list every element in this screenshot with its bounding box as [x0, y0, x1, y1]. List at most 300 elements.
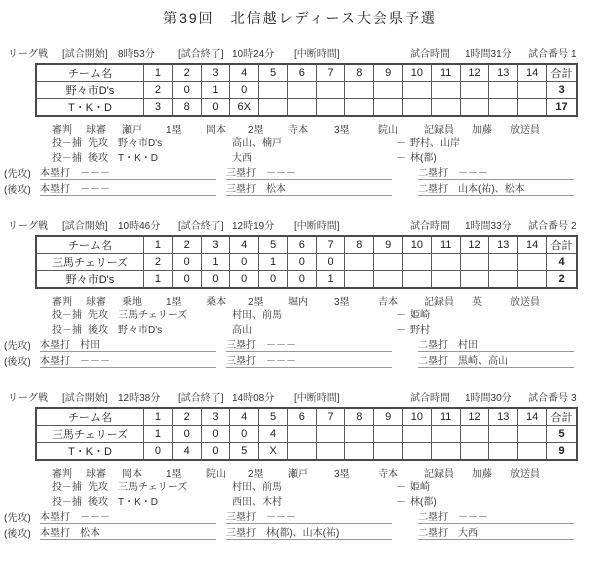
battery-team-name: T・K・D: [118, 497, 158, 508]
end-time: 14時08分: [232, 393, 275, 404]
total-cell: 2: [547, 271, 578, 289]
score-table: [35, 235, 578, 289]
score-header-row: [36, 64, 577, 82]
inning-score-cell: [518, 99, 547, 117]
inning-score-cell: 2: [144, 254, 173, 271]
game-number-value: 1: [571, 49, 577, 60]
game-type-label: リーグ戦: [8, 49, 48, 60]
inning-header: 6: [287, 408, 316, 426]
triple-value: －－－: [266, 340, 296, 351]
scorer-label: 記録員: [424, 297, 454, 308]
team-name-cell: 野々市D's: [36, 271, 144, 289]
inning-header: 13: [489, 64, 518, 82]
total-header: 合計: [547, 64, 578, 82]
inning-header: 10: [403, 64, 432, 82]
home-run-label: 本塁打: [40, 184, 70, 195]
second-base-umpire-name: 瀬戸: [288, 469, 308, 480]
first-attack-label: 先攻: [88, 138, 108, 149]
home-run-label: 本塁打: [40, 512, 70, 523]
end-time: 12時19分: [232, 221, 275, 232]
game-type-label: リーグ戦: [8, 221, 48, 232]
inning-score-cell: [316, 82, 345, 99]
inning-score-cell: X: [259, 443, 288, 461]
battery-catchers: 野村: [410, 325, 430, 336]
announcer-label: 放送員: [510, 297, 540, 308]
plate-umpire-label: 球審: [86, 469, 106, 480]
battery-pitchers: 大西: [232, 153, 252, 164]
inning-score-cell: [489, 82, 518, 99]
inning-header: 7: [316, 236, 345, 254]
inning-score-cell: [287, 82, 316, 99]
game-number-label: 試合番号: [528, 393, 568, 404]
inning-header: 10: [403, 408, 432, 426]
triple-label: 三塁打: [226, 184, 256, 195]
second-attack-paren-label: (後攻): [4, 357, 31, 368]
battery-line-second-attack: [0, 149, 600, 164]
home-run-value: －－－: [80, 184, 110, 195]
home-run-label: 本塁打: [40, 528, 70, 539]
inning-score-cell: 5: [230, 443, 259, 461]
inning-score-cell: 0: [230, 426, 259, 443]
inning-header: 11: [431, 408, 460, 426]
extra-base-hits-second-attack: [0, 524, 600, 540]
officials-line: [0, 465, 600, 478]
score-table: [35, 63, 578, 117]
game-info-line: [0, 389, 600, 403]
inning-header: 5: [259, 408, 288, 426]
inning-header: 6: [287, 64, 316, 82]
games-container: [0, 45, 600, 540]
battery-label: 投－捕: [52, 310, 82, 321]
start-time: 8時53分: [118, 49, 155, 60]
battery-catchers: 野村、山岸: [410, 138, 460, 149]
game-section-3: [0, 389, 600, 540]
start-time: 12時38分: [118, 393, 161, 404]
inning-score-cell: [316, 443, 345, 461]
battery-line-first-attack: [0, 134, 600, 149]
inning-header: 12: [460, 408, 489, 426]
scorer-name: 加藤: [472, 469, 492, 480]
officials-line: [0, 121, 600, 134]
scorer-name: 英: [472, 297, 482, 308]
inning-score-cell: [403, 254, 432, 271]
double-value: －－－: [458, 168, 488, 179]
second-base-umpire-name: 寺本: [288, 125, 308, 136]
battery-catchers: 林(都): [410, 153, 437, 164]
home-run-label: 本塁打: [40, 168, 70, 179]
team-score-row: [36, 99, 577, 117]
inning-header: 7: [316, 408, 345, 426]
inning-score-cell: 4: [172, 443, 201, 461]
inning-score-cell: 0: [172, 254, 201, 271]
inning-score-cell: [374, 254, 403, 271]
umpire-label: 審判: [52, 125, 72, 136]
inning-score-cell: [431, 443, 460, 461]
inning-header: 13: [489, 236, 518, 254]
inning-header: 1: [144, 64, 173, 82]
home-run-label: 本塁打: [40, 340, 70, 351]
scorer-label: 記録員: [424, 125, 454, 136]
battery-line-first-attack: [0, 306, 600, 321]
inning-score-cell: [345, 271, 374, 289]
inning-header: 2: [172, 408, 201, 426]
inning-header: 3: [201, 236, 230, 254]
inning-score-cell: [518, 443, 547, 461]
double-value: 黒崎、高山: [458, 356, 508, 367]
duration-value: 1時間31分: [465, 49, 512, 60]
inning-score-cell: [460, 82, 489, 99]
inning-header: 12: [460, 236, 489, 254]
plate-umpire-name: 瀬戸: [122, 125, 142, 136]
double-value: －－－: [458, 512, 488, 523]
battery-label: 投－捕: [52, 325, 82, 336]
triple-label: 三塁打: [226, 356, 256, 367]
battery-pitchers: 高山、楠戸: [232, 138, 282, 149]
inning-header: 5: [259, 236, 288, 254]
battery-line-second-attack: [0, 321, 600, 336]
start-label: [試合開始]: [62, 49, 108, 60]
inning-header: 10: [403, 236, 432, 254]
inning-score-cell: [259, 99, 288, 117]
total-header: 合計: [547, 236, 578, 254]
battery-team-name: T・K・D: [118, 153, 158, 164]
inning-score-cell: [518, 254, 547, 271]
game-section-1: [0, 45, 600, 196]
inning-score-cell: [374, 271, 403, 289]
inning-score-cell: [489, 271, 518, 289]
third-base-umpire-name: 院山: [378, 125, 398, 136]
interruption-label: [中断時間]: [294, 49, 340, 60]
second-attack-label: 後攻: [88, 153, 108, 164]
game-number-value: 2: [571, 221, 577, 232]
inning-score-cell: 0: [316, 254, 345, 271]
scorer-name: 加藤: [472, 125, 492, 136]
battery-label: 投－捕: [52, 138, 82, 149]
inning-score-cell: [403, 271, 432, 289]
team-name-cell: T・K・D: [36, 99, 144, 117]
inning-score-cell: [374, 426, 403, 443]
team-name-header: チーム名: [36, 236, 144, 254]
inning-score-cell: [518, 82, 547, 99]
inning-header: 4: [230, 64, 259, 82]
battery-dash: －: [396, 153, 406, 164]
inning-score-cell: [489, 443, 518, 461]
inning-score-cell: 8: [172, 99, 201, 117]
second-base-label: 2塁: [248, 125, 264, 136]
total-cell: 3: [547, 82, 578, 99]
inning-score-cell: 1: [259, 254, 288, 271]
battery-line-second-attack: [0, 493, 600, 508]
inning-score-cell: [431, 99, 460, 117]
second-attack-label: 後攻: [88, 325, 108, 336]
home-run-value: 村田: [80, 340, 100, 351]
battery-team-name: 三馬チェリーズ: [118, 482, 188, 493]
triple-value: －－－: [266, 512, 296, 523]
team-name-header: チーム名: [36, 64, 144, 82]
game-number-value: 3: [571, 393, 577, 404]
start-time: 10時46分: [118, 221, 161, 232]
battery-label: 投－捕: [52, 153, 82, 164]
inning-score-cell: 1: [201, 254, 230, 271]
battery-team-name: 野々市D's: [118, 138, 163, 149]
team-score-row: [36, 82, 577, 99]
inning-score-cell: 0: [287, 254, 316, 271]
battery-pitchers: 高山: [232, 325, 252, 336]
inning-score-cell: [518, 426, 547, 443]
inning-header: 9: [374, 236, 403, 254]
inning-header: 1: [144, 236, 173, 254]
triple-label: 三塁打: [226, 528, 256, 539]
total-header: 合計: [547, 408, 578, 426]
inning-header: 9: [374, 64, 403, 82]
scorer-label: 記録員: [424, 469, 454, 480]
inning-header: 11: [431, 236, 460, 254]
battery-catchers: 姫崎: [410, 310, 430, 321]
interruption-label: [中断時間]: [294, 221, 340, 232]
inning-score-cell: 0: [201, 426, 230, 443]
team-name-header: チーム名: [36, 408, 144, 426]
first-base-label: 1塁: [166, 125, 182, 136]
double-label: 二塁打: [418, 356, 448, 367]
game-number-label: 試合番号: [528, 221, 568, 232]
home-run-label: 本塁打: [40, 356, 70, 367]
game-info-line: [0, 217, 600, 231]
inning-header: 9: [374, 408, 403, 426]
third-base-label: 3塁: [334, 297, 350, 308]
home-run-value: 松本: [80, 528, 100, 539]
battery-line-first-attack: [0, 478, 600, 493]
umpire-label: 審判: [52, 297, 72, 308]
second-base-label: 2塁: [248, 469, 264, 480]
inning-score-cell: 2: [144, 82, 173, 99]
game-number-label: 試合番号: [528, 49, 568, 60]
inning-score-cell: 1: [201, 82, 230, 99]
extra-base-hits-first-attack: [0, 508, 600, 524]
double-label: 二塁打: [418, 184, 448, 195]
team-name-cell: 野々市D's: [36, 82, 144, 99]
start-label: [試合開始]: [62, 221, 108, 232]
third-base-label: 3塁: [334, 125, 350, 136]
team-name-cell: T・K・D: [36, 443, 144, 461]
third-base-umpire-name: 吉本: [378, 297, 398, 308]
inning-score-cell: 0: [144, 443, 173, 461]
battery-dash: －: [396, 497, 406, 508]
first-attack-label: 先攻: [88, 482, 108, 493]
inning-score-cell: [403, 426, 432, 443]
battery-dash: －: [396, 325, 406, 336]
battery-label: 投－捕: [52, 497, 82, 508]
inning-score-cell: [345, 443, 374, 461]
third-base-umpire-name: 寺本: [378, 469, 398, 480]
inning-score-cell: [460, 99, 489, 117]
double-label: 二塁打: [418, 512, 448, 523]
battery-catchers: 林(都): [410, 497, 437, 508]
second-attack-label: 後攻: [88, 497, 108, 508]
triple-value: 松本: [266, 184, 286, 195]
battery-dash: －: [396, 138, 406, 149]
battery-team-name: 野々市D's: [118, 325, 163, 336]
plate-umpire-label: 球審: [86, 297, 106, 308]
triple-label: 三塁打: [226, 512, 256, 523]
inning-score-cell: [345, 254, 374, 271]
inning-score-cell: [489, 426, 518, 443]
inning-score-cell: 0: [201, 99, 230, 117]
inning-score-cell: [287, 426, 316, 443]
team-score-row: [36, 426, 577, 443]
inning-score-cell: [287, 443, 316, 461]
inning-header: 12: [460, 64, 489, 82]
battery-dash: －: [396, 482, 406, 493]
score-header-row: [36, 408, 577, 426]
battery-catchers: 姫崎: [410, 482, 430, 493]
game-type-label: リーグ戦: [8, 393, 48, 404]
extra-base-hits-second-attack: [0, 352, 600, 368]
inning-header: 7: [316, 64, 345, 82]
plate-umpire-label: 球審: [86, 125, 106, 136]
page-title: 第39回 北信越レディース大会県予選: [163, 10, 437, 26]
inning-header: 3: [201, 408, 230, 426]
score-table: [35, 407, 578, 461]
duration-label: 試合時間: [410, 49, 450, 60]
first-base-umpire-name: 岡本: [206, 125, 226, 136]
officials-line: [0, 293, 600, 306]
announcer-label: 放送員: [510, 469, 540, 480]
inning-score-cell: [489, 254, 518, 271]
double-label: 二塁打: [418, 168, 448, 179]
home-run-value: －－－: [80, 356, 110, 367]
inning-score-cell: 1: [144, 271, 173, 289]
inning-header: 14: [518, 64, 547, 82]
team-score-row: [36, 271, 577, 289]
team-score-row: [36, 443, 577, 461]
inning-header: 2: [172, 64, 201, 82]
inning-header: 8: [345, 408, 374, 426]
inning-score-cell: 0: [201, 443, 230, 461]
inning-header: 1: [144, 408, 173, 426]
team-name-cell: 三馬チェリーズ: [36, 426, 144, 443]
inning-score-cell: [431, 426, 460, 443]
inning-score-cell: 0: [230, 82, 259, 99]
end-label: [試合終了]: [178, 221, 224, 232]
inning-score-cell: 0: [287, 271, 316, 289]
inning-score-cell: [316, 426, 345, 443]
total-cell: 5: [547, 426, 578, 443]
inning-score-cell: 0: [172, 82, 201, 99]
triple-value: 林(都)、山本(祐): [266, 528, 340, 539]
inning-header: 8: [345, 64, 374, 82]
double-value: 大西: [458, 528, 478, 539]
start-label: [試合開始]: [62, 393, 108, 404]
inning-score-cell: [345, 99, 374, 117]
home-run-value: －－－: [80, 512, 110, 523]
extra-base-hits-first-attack: [0, 164, 600, 180]
interruption-label: [中断時間]: [294, 393, 340, 404]
inning-score-cell: [316, 99, 345, 117]
inning-score-cell: [374, 82, 403, 99]
battery-pitchers: 村田、前馬: [232, 310, 282, 321]
inning-header: 13: [489, 408, 518, 426]
battery-pitchers: 村田、前馬: [232, 482, 282, 493]
inning-score-cell: [460, 271, 489, 289]
battery-label: 投－捕: [52, 482, 82, 493]
extra-base-hits-first-attack: [0, 336, 600, 352]
battery-dash: －: [396, 310, 406, 321]
second-attack-paren-label: (後攻): [4, 185, 31, 196]
inning-score-cell: [345, 82, 374, 99]
second-base-umpire-name: 堀内: [288, 297, 308, 308]
inning-score-cell: [518, 271, 547, 289]
first-base-umpire-name: 桑本: [206, 297, 226, 308]
end-label: [試合終了]: [178, 393, 224, 404]
inning-score-cell: 0: [172, 426, 201, 443]
game-section-2: [0, 217, 600, 368]
inning-score-cell: 4: [259, 426, 288, 443]
home-run-value: －－－: [80, 168, 110, 179]
inning-score-cell: [403, 82, 432, 99]
inning-score-cell: [431, 254, 460, 271]
inning-score-cell: 0: [230, 254, 259, 271]
total-cell: 9: [547, 443, 578, 461]
plate-umpire-name: 乗地: [122, 297, 142, 308]
duration-label: 試合時間: [410, 393, 450, 404]
inning-score-cell: [374, 443, 403, 461]
inning-score-cell: [287, 99, 316, 117]
inning-header: 4: [230, 236, 259, 254]
first-base-label: 1塁: [166, 297, 182, 308]
score-header-row: [36, 236, 577, 254]
umpire-label: 審判: [52, 469, 72, 480]
inning-header: 6: [287, 236, 316, 254]
total-cell: 4: [547, 254, 578, 271]
inning-header: 4: [230, 408, 259, 426]
extra-base-hits-second-attack: [0, 180, 600, 196]
announcer-label: 放送員: [510, 125, 540, 136]
triple-label: 三塁打: [226, 168, 256, 179]
double-value: 村田: [458, 340, 478, 351]
first-attack-paren-label: (先攻): [4, 513, 31, 524]
second-base-label: 2塁: [248, 297, 264, 308]
inning-header: 8: [345, 236, 374, 254]
inning-score-cell: [489, 99, 518, 117]
inning-score-cell: [403, 443, 432, 461]
inning-score-cell: 0: [230, 271, 259, 289]
inning-score-cell: 0: [172, 271, 201, 289]
team-score-row: [36, 254, 577, 271]
duration-value: 1時間30分: [465, 393, 512, 404]
inning-header: 14: [518, 236, 547, 254]
inning-score-cell: 3: [144, 99, 173, 117]
inning-score-cell: [403, 99, 432, 117]
total-cell: 17: [547, 99, 578, 117]
inning-score-cell: [431, 271, 460, 289]
first-attack-paren-label: (先攻): [4, 341, 31, 352]
duration-value: 1時間33分: [465, 221, 512, 232]
inning-score-cell: 0: [201, 271, 230, 289]
first-attack-label: 先攻: [88, 310, 108, 321]
inning-score-cell: [460, 443, 489, 461]
inning-score-cell: 1: [144, 426, 173, 443]
third-base-label: 3塁: [334, 469, 350, 480]
inning-score-cell: 0: [259, 271, 288, 289]
battery-pitchers: 西田、木村: [232, 497, 282, 508]
double-label: 二塁打: [418, 340, 448, 351]
plate-umpire-name: 岡本: [122, 469, 142, 480]
inning-header: 3: [201, 64, 230, 82]
inning-header: 5: [259, 64, 288, 82]
duration-label: 試合時間: [410, 221, 450, 232]
inning-score-cell: [460, 254, 489, 271]
first-base-label: 1塁: [166, 469, 182, 480]
